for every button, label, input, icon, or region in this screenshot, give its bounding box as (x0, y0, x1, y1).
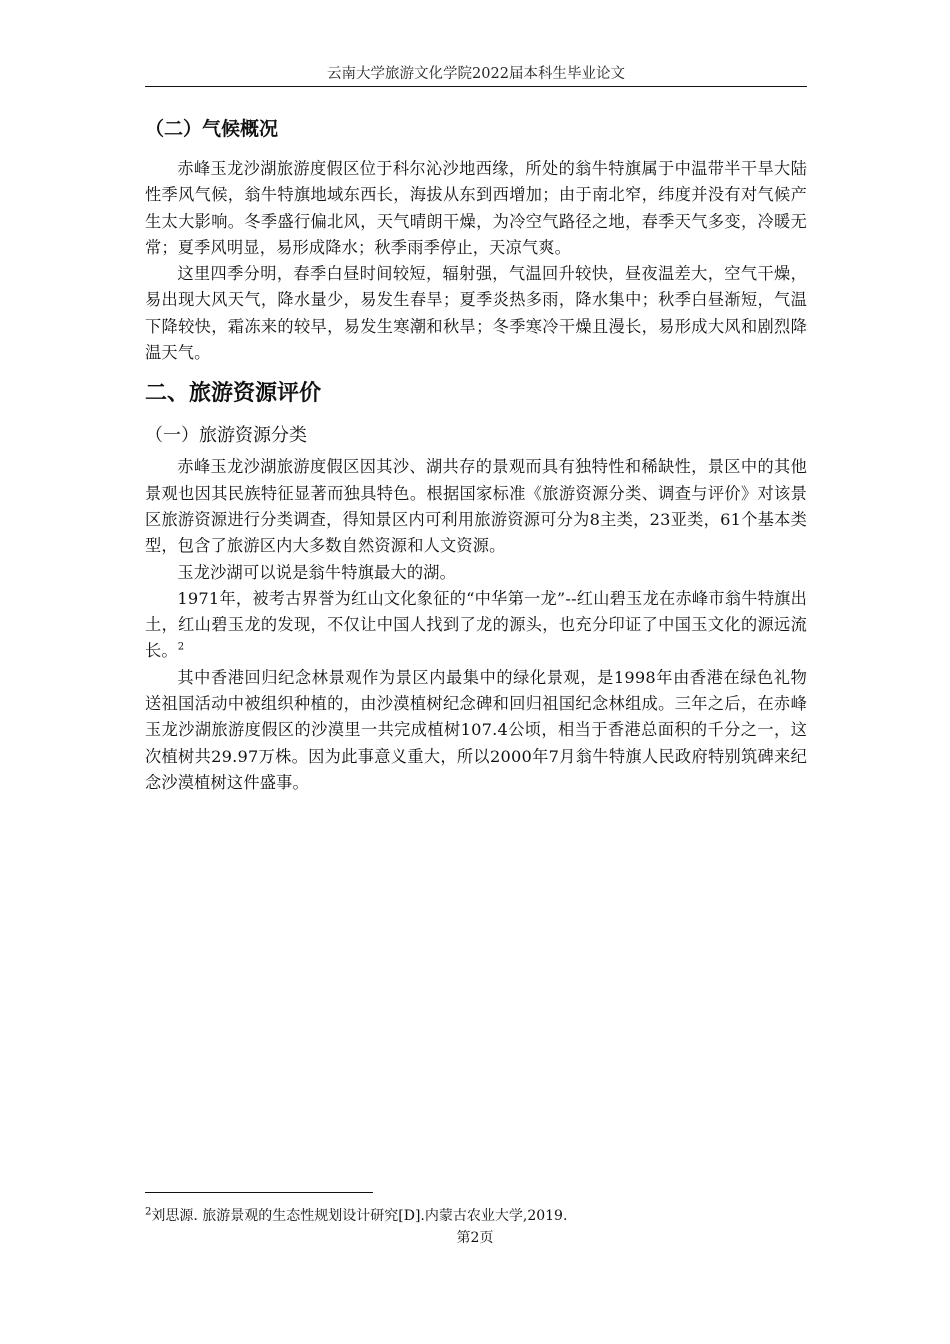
header-divider (145, 86, 807, 87)
classification-heading: （一）旅游资源分类 (145, 425, 307, 447)
climate-heading: （二）气候概况 (145, 118, 279, 140)
evaluation-heading: 二、旅游资源评价 (145, 381, 322, 407)
classification-paragraph-3-text: 1971年，被考古界誉为红山文化象征的“中华第一龙”--红山碧玉龙在赤峰市翁牛特旗出土，红山碧玉龙的发现，不仅让中国人找到了龙的源头，也充分印证了中国玉文化的源远流长。 (145, 588, 807, 661)
main-content (145, 112, 807, 796)
page-header: 云南大学旅游文化学院2022届本科生毕业论文 (327, 66, 625, 82)
footnote-marker: 2 (145, 1206, 152, 1218)
classification-paragraph-3 (145, 586, 807, 665)
climate-paragraph-1: 赤峰玉龙沙湖旅游度假区位于科尔沁沙地西缘，所处的翁牛特旗属于中温带半干旱大陆性季风气候，翁牛特旗地域东西长，海拔从东到西增加；由于南北窄，纬度并没有对气候产生太大影响。冬季盛行偏北风，天气晴朗干燥，为冷空气路径之地，春季天气多变，冷暖无常；夏季风明显，易形成降水；秋季雨季停止，天凉气爽。 (145, 159, 807, 257)
page-number: 第2页 (456, 1230, 494, 1246)
classification-paragraph-4: 其中香港回归纪念林景观作为景区内最集中的绿化景观，是1998年由香港在绿色礼物送祖国活动中被组织种植的，由沙漠植树纪念碑和回归祖国纪念林组成。三年之后，在赤峰玉龙沙湖旅游度假区的沙漠里一共完成植树107.4公顷，相当于香港总面积的千分之一，这次植树共29.97万株。因为此事意义重大，所以2000年7月翁牛特旗人民政府特别筑碑来纪念沙漠植树这件盛事。 (145, 667, 807, 792)
footnote-text: 刘思源. 旅游景观的生态性规划设计研究[D].内蒙古农业大学,2019. (151, 1208, 568, 1224)
classification-paragraph-2: 玉龙沙湖可以说是翁牛特旗最大的湖。 (177, 562, 456, 582)
climate-paragraph-2: 这里四季分明，春季白昼时间较短，辐射强，气温回升较快，昼夜温差大，空气干燥，易出现大风天气，降水量少，易发生春旱；夏季炎热多雨，降水集中；秋季白昼渐短，气温下降较快，霜冻来的较早，易发生寒潮和秋旱；冬季寒冷干燥且漫长，易形成大风和剧烈降温天气。 (145, 264, 807, 363)
footnote-reference[interactable]: 2 (177, 642, 185, 654)
classification-paragraph-1: 赤峰玉龙沙湖旅游度假区因其沙、湖共存的景观而具有独特性和稀缺性，景区中的其他景观也因其民族特征显著而独具特色。根据国家标准《旅游资源分类、调查与评价》对该景区旅游资源进行分类调查，得知景区内可利用旅游资源可分为8主类，23亚类，61个基本类型，包含了旅游区内大多数自然资源和人文资源。 (145, 457, 807, 556)
footnote (145, 1206, 567, 1226)
footnote-divider (145, 1192, 373, 1193)
